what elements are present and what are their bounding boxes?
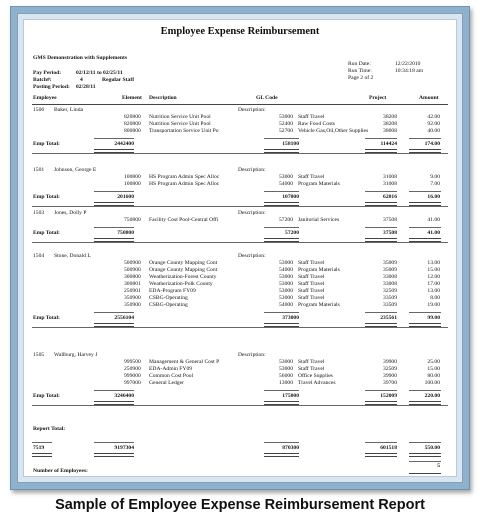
report-frame	[10, 6, 470, 490]
batch-label: Batch#:	[33, 77, 52, 83]
emp-total-amount: 16.00	[427, 194, 440, 200]
gl-code: 54000	[279, 267, 293, 273]
element-code: 250900	[124, 366, 141, 372]
project-code: 33008	[383, 281, 397, 287]
batch-number: 4	[80, 77, 83, 83]
line-amount: 100.00	[424, 380, 440, 386]
gl-description: Staff Travel	[298, 281, 325, 287]
section-divider	[32, 242, 448, 243]
gl-code: 53000	[279, 260, 293, 266]
element-description: Management & General Cost P	[149, 359, 220, 365]
line-amount: 7.00	[430, 181, 440, 187]
project-code: 35009	[383, 267, 397, 273]
total-double-rule	[409, 473, 441, 477]
subtotal-rule	[409, 138, 441, 139]
gl-description: Janitorial Services	[298, 217, 340, 223]
org-name: GMS Demonstration with Supplements	[33, 55, 128, 61]
element-code: 100800	[124, 174, 141, 180]
element-code: 820800	[124, 121, 141, 127]
figure-caption: Sample of Employee Expense Reimbursement Report	[55, 497, 425, 513]
subtotal-rule	[264, 390, 299, 391]
emp-total-label: Emp Total:	[33, 141, 60, 147]
gl-description: Travel Advances	[298, 380, 336, 386]
gl-description: Office Supplies	[298, 373, 333, 379]
project-code: 38008	[383, 128, 397, 134]
line-amount: 12.00	[427, 274, 440, 280]
gl-code: 13000	[279, 380, 293, 386]
subtotal-rule	[409, 191, 441, 192]
element-description: CSBG-Operating	[149, 302, 188, 308]
section-divider	[32, 153, 448, 154]
project-code: 39900	[383, 359, 397, 365]
subtotal-rule	[264, 191, 299, 192]
line-amount: 92.00	[427, 121, 440, 127]
gl-description: Program Materials	[298, 181, 340, 187]
gl-description: Raw Food Costs	[298, 121, 335, 127]
emp-total-label: Emp Total:	[33, 194, 60, 200]
element-description: CSBG-Operating	[149, 295, 188, 301]
pay-period-label: Pay Period:	[33, 70, 62, 76]
header-rule	[32, 104, 448, 105]
gl-code: 52400	[279, 121, 293, 127]
project-code: 38208	[383, 121, 397, 127]
gl-description: Staff Travel	[298, 288, 325, 294]
description-label: Description:	[238, 107, 266, 113]
emp-total-label: Emp Total:	[33, 393, 60, 399]
employee-name: Stone, Donald L	[54, 253, 91, 259]
total-double-rule	[94, 453, 134, 457]
subtotal-rule	[409, 227, 441, 228]
line-amount: 15.00	[427, 267, 440, 273]
run-time-value: 10:34:18 am	[395, 68, 424, 74]
emp-total-element: 2556104	[114, 315, 134, 321]
subtotal-rule	[94, 191, 134, 192]
element-code: 500900	[124, 260, 141, 266]
gl-code: 52700	[279, 128, 293, 134]
gl-description: Staff Travel	[298, 114, 325, 120]
section-divider	[32, 327, 448, 328]
subtotal-rule	[264, 138, 299, 139]
emp-total-project: 235561	[380, 315, 397, 321]
line-amount: 17.00	[427, 281, 440, 287]
gl-code: 53000	[279, 114, 293, 120]
run-time-label: Run Time:	[348, 68, 372, 74]
gl-code: 53000	[279, 288, 293, 294]
employee-count: 5	[437, 463, 440, 469]
report-frame-inner	[17, 13, 463, 483]
emp-total-element: 750800	[117, 230, 134, 236]
employee-name: Johnson, George E	[54, 167, 97, 173]
emp-total-gl: 175000	[282, 393, 299, 399]
gl-code: 53000	[279, 281, 293, 287]
gl-code: 54000	[279, 302, 293, 308]
element-description: HS Program Admin Spec Alloc	[149, 174, 220, 180]
total-double-rule	[409, 453, 441, 457]
line-amount: 8.00	[430, 295, 440, 301]
element-code: 350900	[124, 295, 141, 301]
element-description: Nutrition Service Unit Pool	[149, 121, 211, 127]
description-label: Description:	[238, 167, 266, 173]
report-total-amount: 550.00	[424, 445, 440, 451]
description-label: Description:	[238, 253, 266, 259]
element-description: HS Program Admin Spec Alloc	[149, 181, 220, 187]
element-code: 350900	[124, 302, 141, 308]
subtotal-rule	[409, 312, 441, 313]
element-code: 500900	[124, 267, 141, 273]
line-amount: 15.00	[427, 366, 440, 372]
project-code: 32509	[383, 366, 397, 372]
batch-name: Regular Staff	[102, 77, 135, 83]
subtotal-rule	[409, 390, 441, 391]
gl-description: Staff Travel	[298, 260, 325, 266]
line-amount: 42.00	[427, 114, 440, 120]
element-description: Nutrition Service Unit Pool	[149, 114, 211, 120]
subtotal-rule	[32, 442, 52, 443]
element-code: 300800	[124, 274, 141, 280]
col-header-project: Project	[369, 95, 387, 101]
section-divider	[32, 206, 448, 207]
employee-id: 1503	[33, 210, 45, 216]
project-code: 39700	[383, 380, 397, 386]
emp-total-element: 201600	[117, 194, 134, 200]
element-code: 300801	[124, 281, 141, 287]
line-amount: 13.00	[427, 260, 440, 266]
gl-code: 53000	[279, 366, 293, 372]
gl-code: 57200	[279, 217, 293, 223]
emp-total-gl: 158100	[282, 141, 299, 147]
element-code: 999500	[124, 359, 141, 365]
posting-period-label: Posting Period:	[33, 84, 70, 90]
element-description: Orange County Mapping Cont	[149, 267, 218, 273]
element-code: 750800	[124, 217, 141, 223]
subtotal-rule	[365, 442, 397, 443]
subtotal-rule	[365, 390, 397, 391]
emp-total-amount: 174.00	[424, 141, 440, 147]
project-code: 32509	[383, 288, 397, 294]
emp-total-amount: 220.00	[424, 393, 440, 399]
gl-description: Staff Travel	[298, 274, 325, 280]
subtotal-rule	[264, 442, 299, 443]
emp-total-element: 3246400	[114, 393, 134, 399]
subtotal-rule	[409, 442, 441, 443]
element-description: EDA-Admin FY09	[149, 366, 193, 372]
gl-description: Program Materials	[298, 267, 340, 273]
subtotal-rule	[264, 227, 299, 228]
employee-id: 1501	[33, 167, 45, 173]
report-total-project: 601518	[380, 445, 397, 451]
col-header-gl-code: GL Code	[256, 95, 278, 101]
employee-name: Jones, Dolly P	[54, 210, 87, 216]
report-total-element: 9197304	[114, 445, 134, 451]
emp-total-project: 37508	[383, 230, 397, 236]
project-code: 31008	[383, 174, 397, 180]
emp-total-project: 62016	[383, 194, 397, 200]
emp-total-label: Emp Total:	[33, 315, 60, 321]
employee-name: Wallburg, Harvey J	[54, 352, 98, 358]
section-divider	[32, 405, 448, 406]
total-double-rule	[365, 453, 397, 457]
total-double-rule	[32, 453, 52, 457]
element-code: 820800	[124, 114, 141, 120]
col-header-employee: Employee	[33, 95, 57, 101]
element-description: General Ledger	[149, 380, 184, 386]
report-total-employee: 7519	[33, 445, 45, 451]
element-code: 250901	[124, 288, 141, 294]
pay-period-value: 02/12/11 to 02/25/11	[76, 70, 123, 76]
gl-description: Staff Travel	[298, 359, 325, 365]
project-code: 31008	[383, 181, 397, 187]
gl-code: 54000	[279, 181, 293, 187]
project-code: 33509	[383, 302, 397, 308]
element-description: EDA-Program FY09	[149, 288, 196, 294]
element-description: Common Cost Pool	[149, 373, 194, 379]
emp-total-project: 152009	[380, 393, 397, 399]
description-label: Description:	[238, 352, 266, 358]
description-label: Description:	[238, 210, 266, 216]
gl-description: Vehicle Gas,Oil,Other Supplies	[298, 128, 369, 134]
element-code: 100800	[124, 181, 141, 187]
line-amount: 25.00	[427, 359, 440, 365]
page-indicator: Page 2 of 2	[348, 75, 374, 81]
project-code: 35009	[383, 260, 397, 266]
element-code: 800800	[124, 128, 141, 134]
run-date-value: 12/22/2010	[395, 61, 421, 67]
project-code: 38208	[383, 114, 397, 120]
line-amount: 13.00	[427, 288, 440, 294]
gl-code: 56000	[279, 373, 293, 379]
emp-total-project: 114424	[380, 141, 397, 147]
emp-total-gl: 373000	[282, 315, 299, 321]
gl-code: 53000	[279, 274, 293, 280]
gl-description: Staff Travel	[298, 295, 325, 301]
emp-total-gl: 107000	[282, 194, 299, 200]
subtotal-rule	[365, 227, 397, 228]
report-title: Employee Expense Reimbursement	[160, 26, 320, 37]
run-date-label: Run Date:	[348, 61, 371, 67]
project-code: 33509	[383, 295, 397, 301]
subtotal-rule	[264, 312, 299, 313]
col-header-description: Description	[149, 95, 177, 101]
element-code: 997000	[124, 380, 141, 386]
posting-period-value: 02/28/11	[76, 84, 96, 90]
element-code: 999000	[124, 373, 141, 379]
emp-total-label: Emp Total:	[33, 230, 60, 236]
gl-code: 53000	[279, 295, 293, 301]
subtotal-rule	[365, 191, 397, 192]
total-double-rule	[264, 453, 299, 457]
element-description: Orange County Mapping Cont	[149, 260, 218, 266]
emp-total-amount: 41.00	[427, 230, 440, 236]
gl-code: 53000	[279, 359, 293, 365]
subtotal-rule	[365, 138, 397, 139]
gl-description: Staff Travel	[298, 174, 325, 180]
subtotal-rule	[94, 312, 134, 313]
num-employees-label: Number of Employees:	[33, 468, 88, 474]
project-code: 37508	[383, 217, 397, 223]
line-amount: 41.00	[427, 217, 440, 223]
employee-name: Baker, Linda	[54, 107, 83, 113]
emp-total-amount: 99.00	[427, 315, 440, 321]
report-total-label: Report Total:	[33, 426, 66, 432]
subtotal-rule	[94, 442, 134, 443]
employee-id: 1505	[33, 352, 45, 358]
project-code: 33008	[383, 274, 397, 280]
line-amount: 19.00	[427, 302, 440, 308]
subtotal-rule	[94, 138, 134, 139]
subtotal-rule	[94, 390, 134, 391]
element-description: Weatherization-Polk County	[149, 281, 213, 287]
gl-description: Program Materials	[298, 302, 340, 308]
col-header-amount: Amount	[419, 95, 439, 101]
employee-id: 1506	[33, 107, 45, 113]
element-description: Facility Cost Pool-Central Offi	[149, 217, 219, 223]
subtotal-rule	[409, 461, 441, 462]
report-total-gl: 870300	[282, 445, 299, 451]
gl-description: Staff Travel	[298, 366, 325, 372]
col-header-element: Element	[122, 95, 142, 101]
line-amount: 40.00	[427, 128, 440, 134]
subtotal-rule	[94, 227, 134, 228]
emp-total-element: 2442400	[114, 141, 134, 147]
element-description: Weatherization-Forest County	[149, 274, 217, 280]
project-code: 39900	[383, 373, 397, 379]
line-amount: 9.00	[430, 174, 440, 180]
subtotal-rule	[365, 312, 397, 313]
report-page	[23, 19, 457, 477]
employee-id: 1504	[33, 253, 45, 259]
gl-code: 53000	[279, 174, 293, 180]
emp-total-gl: 57200	[285, 230, 299, 236]
line-amount: 80.00	[427, 373, 440, 379]
element-description: Transportation Service Unit Po	[149, 128, 219, 134]
